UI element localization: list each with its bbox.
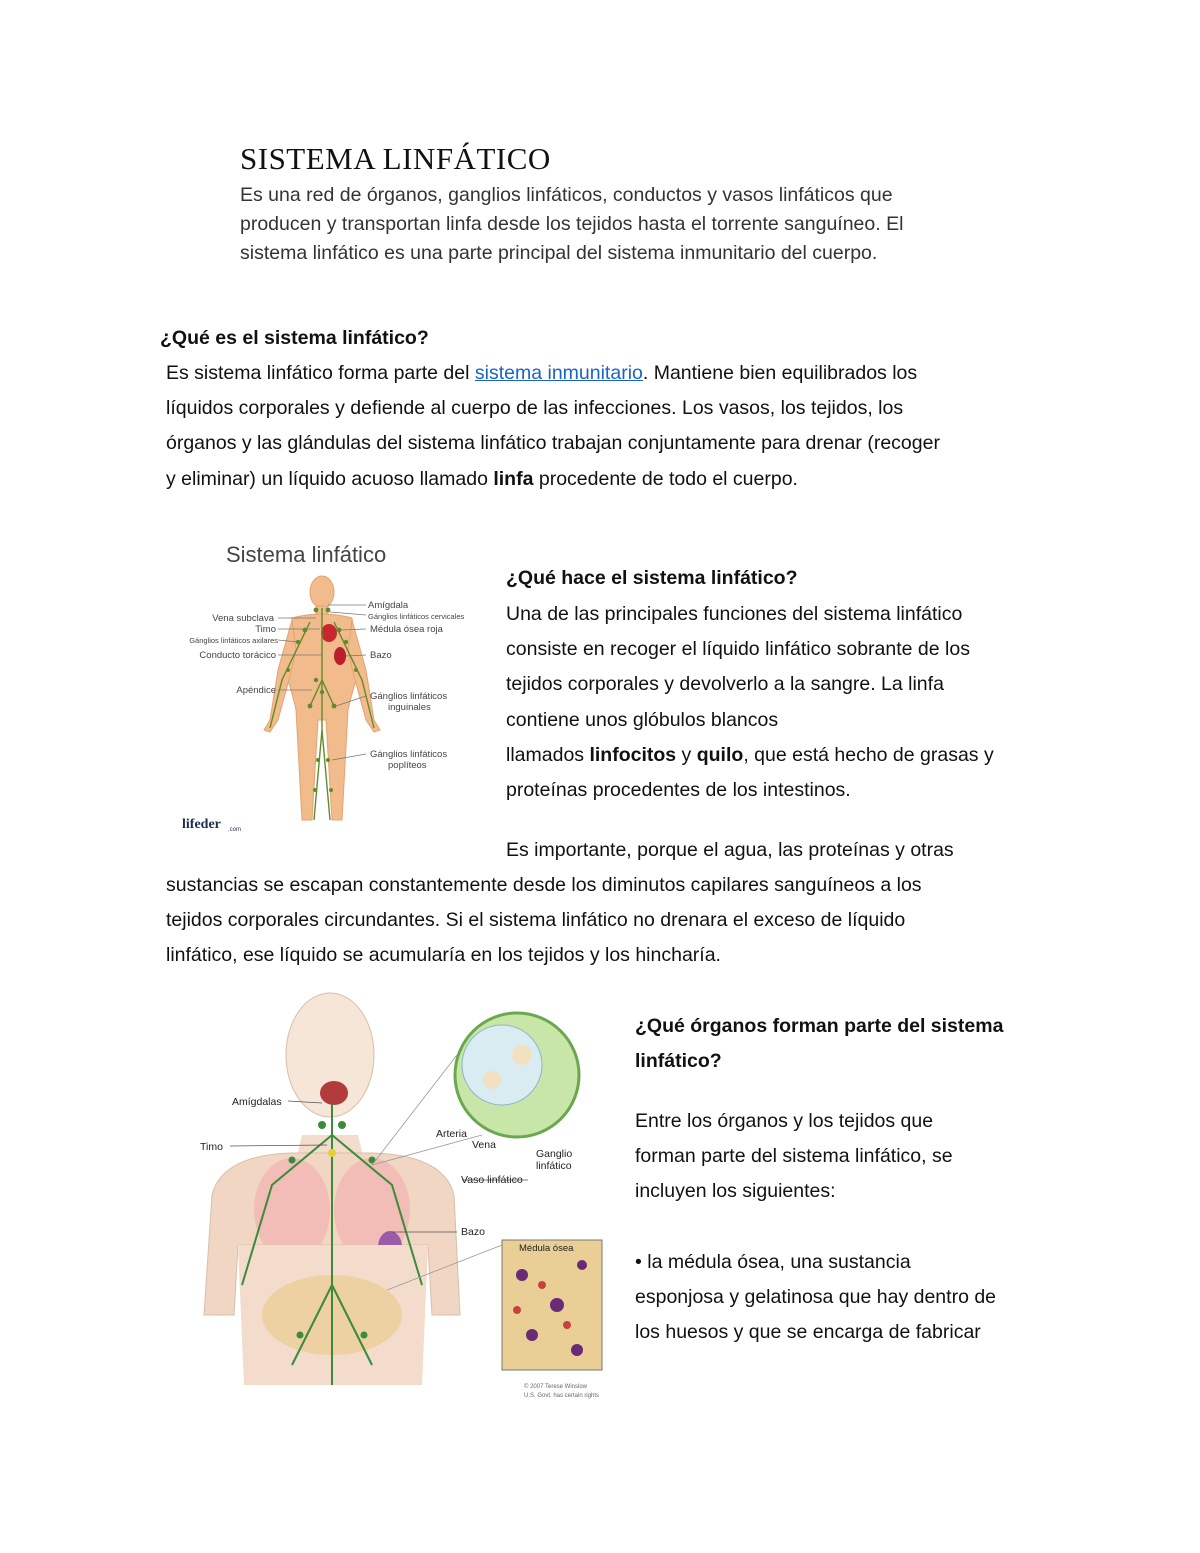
svg-text:Apéndice: Apéndice [236,685,276,696]
paragraph-que-hace: Una de las principales funciones del sistema linfático consiste en recoger el líquido linfático sobrante de los tejidos corporales y devolverlo a la sangre. La linfa contiene unos glóbulos blancos llamados linfocitos y quilo, que está hecho de grasas y proteínas procedentes de los intestinos. [506,603,994,802]
svg-text:inguinales: inguinales [388,702,431,713]
svg-text:U.S. Govt. has certain rights: U.S. Govt. has certain rights [524,1393,600,1399]
paragraph-importante-1: Es importante, porque el agua, las proteínas y otras [506,839,954,861]
svg-text:poplíteos: poplíteos [388,760,427,771]
svg-text:Bazo: Bazo [370,650,392,661]
paragraph-que-es: Es sistema linfático forma parte del sistema inmunitario. Mantiene bien equilibrados los líquidos corporales y defiende al cuerpo de las infecciones. Los vasos, los tejidos, los órganos y las glándulas del sistema linfático trabajan conjuntamente para drenar (recoger y eliminar) un líquido acuoso llamado linfa procedente de todo el cuerpo. [166,362,940,490]
svg-text:Amígdala: Amígdala [368,600,409,611]
svg-text:.com: .com [228,827,242,833]
intro-paragraph: Es una red de órganos, ganglios linfáticos, conductos y vasos linfáticos que producen y transportan linfa desde los tejidos hasta el torrente sanguíneo. El sistema linfático es una parte principal del sistema inmunitario del cuerpo. [240,184,904,264]
paragraph-importante-2: sustancias se escapan constantemente desde los diminutos capilares sanguíneos a los tejidos corporales circundantes. Si el sistema linfático no drenara el exceso de líquido linfático, ese líquido se acumularía en los tejidos y los hincharía. [166,874,922,967]
svg-text:Bazo: Bazo [461,1226,485,1238]
bullet-medula-osea: • la médula ósea, una sustancia esponjosa y gelatinosa que hay dentro de los huesos y que se encarga de fabricar [635,1251,997,1344]
heart-icon [321,624,337,642]
svg-text:Gánglios linfáticos axilares: Gánglios linfáticos axilares [189,636,278,645]
svg-text:Médula ósea: Médula ósea [519,1243,574,1254]
svg-text:Timo: Timo [255,624,276,635]
svg-text:linfático: linfático [536,1160,572,1172]
bullet-icon: • [635,1251,642,1273]
svg-text:Médula ósea roja: Médula ósea roja [370,624,443,635]
svg-text:Amígdalas: Amígdalas [232,1096,282,1108]
figure-anatomia-linfatica [182,985,612,1405]
figure1-title: Sistema linfático [226,542,387,567]
svg-text:Arteria: Arteria [436,1128,467,1140]
svg-text:Gánglios linfáticos: Gánglios linfáticos [370,691,448,702]
link-sistema-inmunitario[interactable]: sistema inmunitario [474,362,643,384]
spleen-icon [334,647,346,665]
svg-text:Ganglio: Ganglio [536,1148,573,1160]
svg-text:Vena subclava: Vena subclava [212,613,274,624]
heading-que-es: ¿Qué es el sistema linfático? [160,327,429,349]
svg-text:Conducto torácico: Conducto torácico [199,650,276,661]
svg-text:Vaso linfático: Vaso linfático [461,1174,523,1186]
figure-sistema-linfatico [170,530,470,840]
heading-que-hace: ¿Qué hace el sistema linfático? [506,567,798,589]
lymph-vessels [270,608,374,820]
svg-text:Gánglios linfáticos cervicales: Gánglios linfáticos cervicales [368,612,465,621]
paragraph-organos: Entre los órganos y los tejidos que forman parte del sistema linfático, se incluyen los siguientes: [635,1110,953,1203]
svg-text:© 2007 Terese Winslow: © 2007 Terese Winslow [524,1384,588,1390]
heading-que-organos: ¿Qué órganos forman parte del sistema linfático? [635,1015,1004,1073]
svg-text:Timo: Timo [200,1141,223,1153]
lifeder-logo: lifeder [182,817,221,832]
svg-text:Gánglios linfáticos: Gánglios linfáticos [370,749,448,760]
svg-text:Vena: Vena [472,1139,496,1151]
page-title: SISTEMA LINFÁTICO [240,141,551,176]
